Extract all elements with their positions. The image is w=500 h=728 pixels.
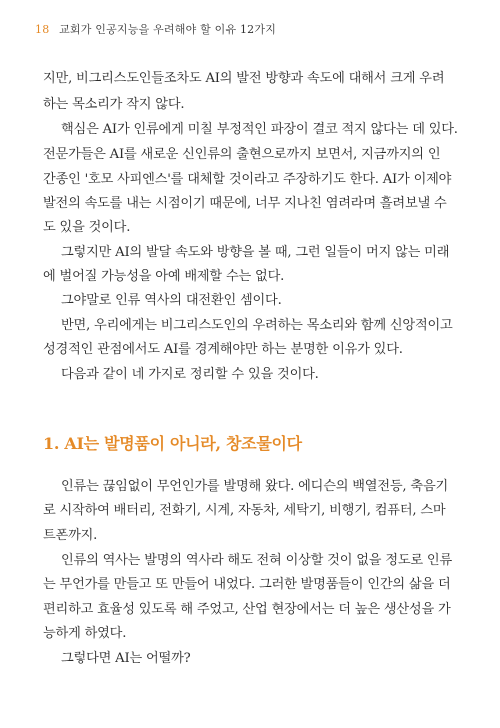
- body-line: 도 있을 것이다.: [43, 220, 131, 235]
- body-line: 다음과 같이 네 가지로 정리할 수 있을 것이다.: [61, 367, 319, 382]
- body-line: 지만, 비그리스도인들조차도 AI의 발전 방향과 속도에 대해서 크게 우려: [43, 71, 445, 86]
- body-line: 능하게 하였다.: [43, 626, 127, 641]
- body-line: 핵심은 AI가 인류에게 미칠 부정적인 파장이 결코 적지 않다는 데 있다.: [61, 122, 458, 137]
- section-heading: 1. AI는 발명품이 아니라, 창조물이다: [43, 434, 302, 453]
- running-header: [35, 21, 276, 37]
- body-line: 그렇다면 AI는 어떨까?: [61, 651, 191, 666]
- body-line: 에 벌어질 가능성을 아예 배제할 수는 없다.: [43, 269, 285, 284]
- body-line: 간종인 '호모 사피엔스'를 대체할 것이라고 주장하기도 한다. AI가 이제야: [43, 172, 452, 187]
- body-line: 로 시작하여 배터리, 전화기, 시계, 자동차, 세탁기, 비행기, 컴퓨터, 스마: [43, 503, 446, 518]
- body-line: 편리하고 효율성 있도록 해 주었고, 산업 현장에서는 더 높은 생산성을 가: [43, 602, 451, 617]
- body-line: 발전의 속도를 내는 시점이기 때문에, 너무 지나친 염려라며 흘려보낼 수: [43, 196, 447, 211]
- running-title: 교회가 인공지능을 우려해야 할 이유 12가지: [59, 23, 277, 36]
- body-line: 트폰까지.: [43, 528, 98, 543]
- body-line: 반면, 우리에게는 비그리스도인의 우려하는 목소리와 함께 신앙적이고: [61, 318, 453, 333]
- body-line: 는 무언가를 만들고 또 만들어 내었다. 그러한 발명품들이 인간의 삶을 더: [43, 577, 451, 592]
- body-line: 인류의 역사는 발명의 역사라 해도 전혀 이상할 것이 없을 정도로 인류: [61, 553, 453, 568]
- body-line: 성경적인 관점에서도 AI를 경계해야만 하는 분명한 이유가 있다.: [43, 342, 403, 357]
- body-line: 그렇지만 AI의 발달 속도와 방향을 볼 때, 그런 일들이 머지 않는 미래: [61, 245, 450, 260]
- body-line: 하는 목소리가 작지 않다.: [43, 97, 185, 112]
- body-line: 전문가들은 AI를 새로운 신인류의 출현으로까지 보면서, 지금까지의 인: [43, 147, 441, 162]
- body-line: 인류는 끊임없이 무언인가를 발명해 왔다. 에디슨의 백열전등, 축음기: [61, 479, 449, 494]
- page-number: 18: [35, 23, 50, 36]
- body-line: 그야말로 인류 역사의 대전환인 셈이다.: [61, 293, 282, 308]
